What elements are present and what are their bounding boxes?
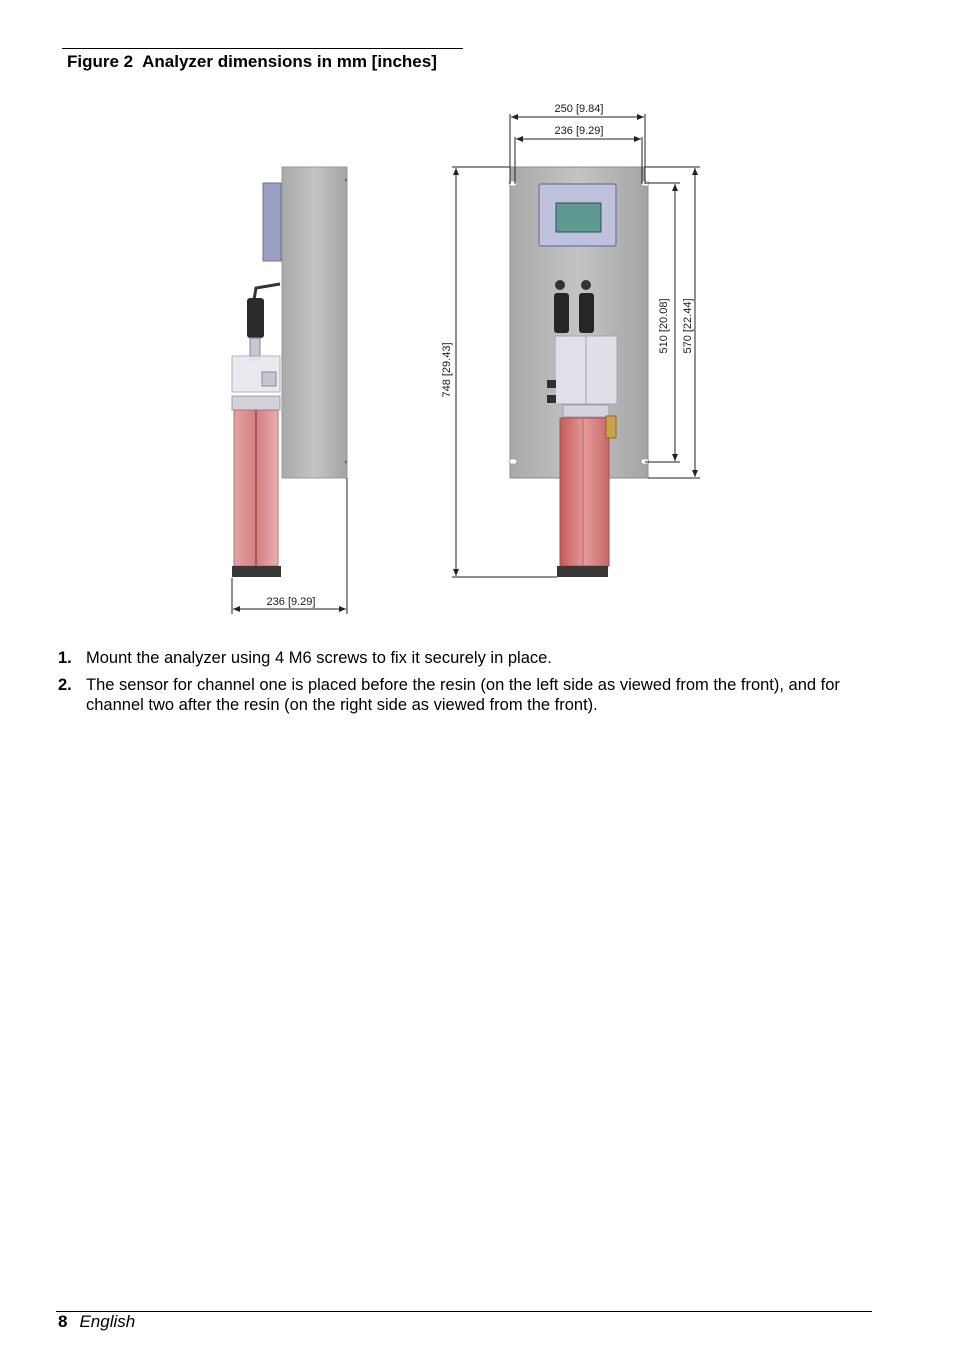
channel-2-connector	[579, 293, 594, 333]
dim-total-height: 748 [29.43]	[441, 342, 453, 398]
figure-label: Figure 2	[67, 52, 134, 71]
channel-1-connector	[554, 293, 569, 333]
analyzer-dimension-drawing	[0, 0, 954, 640]
page-number: 8	[58, 1312, 68, 1331]
dim-top-inner: 236 [9.29]	[554, 125, 604, 137]
page-footer	[58, 1312, 135, 1332]
front-view	[509, 167, 649, 577]
step-text: Mount the analyzer using 4 M6 screws to fix it securely in place.	[86, 649, 552, 667]
dim-top-outer: 250 [9.84]	[554, 103, 604, 115]
side-column-base	[232, 566, 281, 577]
figure-title: Analyzer dimensions in mm [inches]	[142, 52, 437, 71]
instruction-steps	[56, 648, 876, 722]
dim-side-depth: 236 [9.29]	[266, 596, 316, 608]
side-cable-connector	[247, 298, 264, 338]
step-item	[56, 675, 876, 715]
dim-mount-outer: 570 [22.44]	[682, 298, 694, 354]
controller-screen	[556, 203, 601, 232]
footer-rule	[56, 1311, 872, 1312]
step-item	[56, 648, 876, 668]
step-number: 1.	[58, 649, 72, 667]
dim-mount-inner: 510 [20.08]	[658, 298, 670, 354]
step-number: 2.	[58, 676, 72, 694]
front-column-base	[557, 566, 608, 577]
front-resin-columns	[560, 418, 609, 566]
side-panel	[282, 167, 347, 478]
side-view	[232, 167, 348, 614]
side-display-housing	[263, 183, 281, 261]
footer-language: English	[79, 1312, 136, 1331]
step-text: The sensor for channel one is placed before the resin (on the left side as viewed from the front), and for channel two after the resin (on the right side as viewed from the front).	[86, 676, 840, 714]
